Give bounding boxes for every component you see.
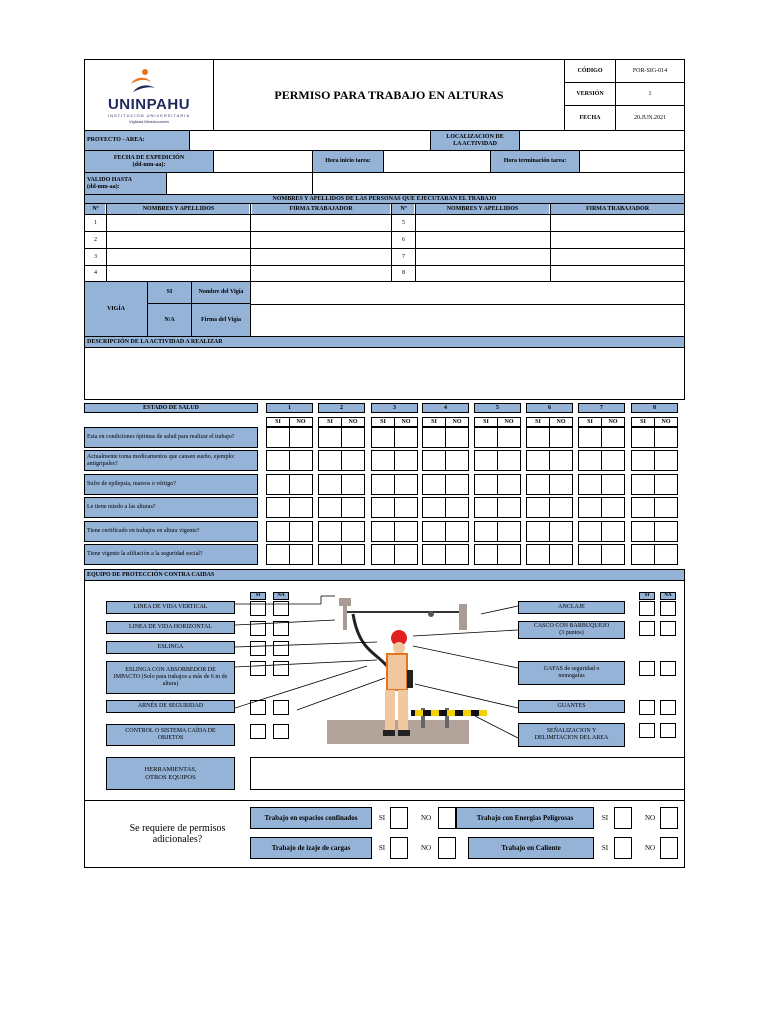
salud-si-checkbox[interactable] xyxy=(631,450,655,471)
salud-no-checkbox[interactable] xyxy=(289,544,313,565)
col-firma-right: FIRMA TRABAJADOR xyxy=(585,205,650,212)
salud-si-checkbox[interactable] xyxy=(526,427,550,448)
permisos-question: Se requiere de permisos adicionales? xyxy=(129,822,226,845)
permiso-no-checkbox[interactable] xyxy=(660,837,678,859)
salud-si-checkbox[interactable] xyxy=(631,427,655,448)
salud-si-checkbox[interactable] xyxy=(474,427,498,448)
fecha-expedicion-format: (dd-mm-aa): xyxy=(132,161,166,168)
salud-no-checkbox[interactable] xyxy=(654,497,678,518)
salud-no-checkbox[interactable] xyxy=(394,474,418,495)
equipo-si-checkbox[interactable] xyxy=(639,700,655,715)
salud-si-checkbox[interactable] xyxy=(631,544,655,565)
salud-si-checkbox[interactable] xyxy=(422,497,446,518)
salud-si-header: SI xyxy=(631,417,655,427)
equipo-item-label: GAFAS de seguridad o monogafas xyxy=(518,661,625,685)
valido-hasta-field[interactable] xyxy=(166,172,313,195)
salud-no-checkbox[interactable] xyxy=(289,474,313,495)
salud-no-checkbox[interactable] xyxy=(497,474,521,495)
salud-no-checkbox[interactable] xyxy=(601,474,625,495)
salud-si-checkbox[interactable] xyxy=(578,427,602,448)
vigia-label: VIGÍA xyxy=(85,282,147,336)
salud-no-checkbox[interactable] xyxy=(654,450,678,471)
codigo-label: CÓDIGO xyxy=(564,59,616,83)
equipo-item-label: GUANTES xyxy=(518,700,625,713)
salud-si-checkbox[interactable] xyxy=(474,497,498,518)
equipo-si-checkbox[interactable] xyxy=(639,601,655,616)
version-label: VERSIÓN xyxy=(564,82,616,106)
salud-si-checkbox[interactable] xyxy=(266,497,290,518)
salud-no-checkbox[interactable] xyxy=(601,544,625,565)
salud-no-checkbox[interactable] xyxy=(654,427,678,448)
salud-si-header: SI xyxy=(474,417,498,427)
salud-si-checkbox[interactable] xyxy=(631,521,655,542)
salud-si-checkbox[interactable] xyxy=(474,521,498,542)
equipo-item-label: LINEA DE VIDA VERTICAL xyxy=(106,601,235,614)
vigia-firma-label: Firma del Vigía xyxy=(191,304,250,336)
fecha-expedicion-field[interactable] xyxy=(213,150,313,173)
valido-hasta-title: VALIDO HASTA xyxy=(87,176,132,183)
personas-section-title: NOMBRES Y APELLIDOS DE LAS PERSONAS QUE EJECUTARAN EL TRABAJO xyxy=(84,194,685,204)
salud-question: Le tiene miedo a las alturas? xyxy=(84,497,258,518)
salud-si-checkbox[interactable] xyxy=(526,450,550,471)
permiso-si-checkbox[interactable] xyxy=(390,837,408,859)
herramientas-label: HERRAMIENTAS, OTROS EQUIPOS xyxy=(106,757,235,790)
permiso-no-checkbox[interactable] xyxy=(438,837,456,859)
salud-no-checkbox[interactable] xyxy=(341,544,365,565)
salud-no-checkbox[interactable] xyxy=(394,497,418,518)
salud-si-checkbox[interactable] xyxy=(631,474,655,495)
hora-inicio-label: Hora inicio tarea: xyxy=(312,150,384,173)
salud-no-checkbox[interactable] xyxy=(289,521,313,542)
salud-worker-number: 1 xyxy=(266,403,313,413)
persona-name-field[interactable] xyxy=(416,215,550,281)
salud-si-checkbox[interactable] xyxy=(266,521,290,542)
equipo-na-header-left: NA xyxy=(273,592,289,600)
salud-no-checkbox[interactable] xyxy=(445,474,469,495)
equipo-si-checkbox[interactable] xyxy=(639,661,655,676)
salud-si-checkbox[interactable] xyxy=(578,497,602,518)
salud-si-header: SI xyxy=(578,417,602,427)
salud-si-checkbox[interactable] xyxy=(474,544,498,565)
salud-no-header: NO xyxy=(497,417,521,427)
salud-no-checkbox[interactable] xyxy=(497,450,521,471)
salud-si-checkbox[interactable] xyxy=(578,450,602,471)
equipo-title: EQUIPO DE PROTECCIÓN CONTRA CAIDAS xyxy=(84,569,685,581)
salud-si-checkbox[interactable] xyxy=(371,544,395,565)
fecha-value: 20.JUN.2021 xyxy=(615,105,685,131)
salud-si-checkbox[interactable] xyxy=(422,427,446,448)
vigia-nombre-label: Nombre del Vigía xyxy=(191,282,250,304)
descripcion-title: DESCRIPCIÓN DE LA ACTIVIDAD A REALIZAR xyxy=(84,336,685,348)
salud-no-header: NO xyxy=(341,417,365,427)
salud-no-checkbox[interactable] xyxy=(341,497,365,518)
persona-row-num: 1 xyxy=(94,219,97,226)
col-nombres-left: NOMBRES Y APELLIDOS xyxy=(142,205,215,212)
codigo-value: FOR-SIG-014 xyxy=(615,59,685,83)
salud-si-checkbox[interactable] xyxy=(422,474,446,495)
equipo-item-label: LINEA DE VIDA HORIZONTAL xyxy=(106,621,235,634)
permiso-si-checkbox[interactable] xyxy=(614,807,632,829)
salud-si-checkbox[interactable] xyxy=(371,427,395,448)
salud-no-checkbox[interactable] xyxy=(497,521,521,542)
valido-hasta-label xyxy=(84,172,167,195)
uninpahu-logo-icon xyxy=(125,68,159,98)
persona-row-num: 8 xyxy=(402,270,405,277)
fecha-expedicion-title: FECHA DE EXPEDICIÓN xyxy=(113,154,185,161)
persona-signature-field[interactable] xyxy=(551,215,684,281)
salud-si-checkbox[interactable] xyxy=(474,450,498,471)
salud-no-checkbox[interactable] xyxy=(289,450,313,471)
equipo-item-label: ESLINGA CON ABSORBEDOR DE IMPACTO (Solo para trabajos a más de 6 m de altura) xyxy=(106,661,235,694)
salud-si-checkbox[interactable] xyxy=(266,450,290,471)
vigia-nombre-field[interactable] xyxy=(251,282,684,304)
permiso-item-label: Trabajo con Energias Peligrosas xyxy=(456,807,594,829)
fecha-label: FECHA xyxy=(564,105,616,131)
page-title: PERMISO PARA TRABAJO EN ALTURAS xyxy=(274,87,504,102)
equipo-item-label: ESLINGA xyxy=(106,641,235,654)
hora-termino-label: Hora terminación tarea: xyxy=(490,150,580,173)
salud-no-header: NO xyxy=(549,417,573,427)
salud-si-checkbox[interactable] xyxy=(318,544,342,565)
permiso-item-label: Trabajo en Caliente xyxy=(468,837,594,859)
salud-no-checkbox[interactable] xyxy=(497,427,521,448)
salud-no-checkbox[interactable] xyxy=(601,450,625,471)
salud-si-checkbox[interactable] xyxy=(422,521,446,542)
equipo-na-checkbox[interactable] xyxy=(660,700,676,715)
salud-no-checkbox[interactable] xyxy=(654,544,678,565)
logo-tagline: Vigilada Mineducación xyxy=(129,119,169,124)
permiso-si-label: SI xyxy=(378,843,386,852)
salud-si-checkbox[interactable] xyxy=(631,497,655,518)
salud-worker-number: 4 xyxy=(422,403,469,413)
salud-si-checkbox[interactable] xyxy=(318,450,342,471)
salud-no-checkbox[interactable] xyxy=(549,544,573,565)
salud-si-header: SI xyxy=(371,417,395,427)
salud-si-checkbox[interactable] xyxy=(318,427,342,448)
valido-hasta-format: (dd-mm-aa): xyxy=(87,183,120,190)
col-num-right: Nº xyxy=(400,205,407,212)
equipo-item-label: ANCLAJE xyxy=(518,601,625,614)
salud-worker-number: 2 xyxy=(318,403,365,413)
hora-termino-field[interactable] xyxy=(579,150,685,173)
permiso-no-checkbox[interactable] xyxy=(438,807,456,829)
salud-no-checkbox[interactable] xyxy=(497,544,521,565)
salud-worker-number: 5 xyxy=(474,403,521,413)
salud-no-checkbox[interactable] xyxy=(394,521,418,542)
salud-no-header: NO xyxy=(445,417,469,427)
version-value: 1 xyxy=(615,82,685,106)
salud-si-checkbox[interactable] xyxy=(266,544,290,565)
salud-no-checkbox[interactable] xyxy=(445,544,469,565)
col-nombres-right: NOMBRES Y APELLIDOS xyxy=(446,205,519,212)
permiso-si-label: SI xyxy=(601,813,609,822)
salud-no-checkbox[interactable] xyxy=(549,497,573,518)
salud-no-checkbox[interactable] xyxy=(549,427,573,448)
salud-no-checkbox[interactable] xyxy=(341,474,365,495)
salud-si-checkbox[interactable] xyxy=(578,521,602,542)
salud-si-checkbox[interactable] xyxy=(578,544,602,565)
persona-name-field[interactable] xyxy=(107,215,250,281)
salud-no-header: NO xyxy=(601,417,625,427)
salud-no-checkbox[interactable] xyxy=(654,521,678,542)
equipo-na-checkbox[interactable] xyxy=(660,601,676,616)
salud-worker-number: 7 xyxy=(578,403,625,413)
permiso-si-checkbox[interactable] xyxy=(614,837,632,859)
salud-si-checkbox[interactable] xyxy=(318,521,342,542)
salud-si-checkbox[interactable] xyxy=(371,521,395,542)
salud-si-checkbox[interactable] xyxy=(266,427,290,448)
persona-row-num: 4 xyxy=(94,270,97,277)
salud-si-checkbox[interactable] xyxy=(578,474,602,495)
salud-si-checkbox[interactable] xyxy=(318,474,342,495)
descripcion-field[interactable] xyxy=(84,347,685,400)
salud-worker-number: 6 xyxy=(526,403,573,413)
equipo-item-label: SEÑALIZACION Y DELIMITACION DEL AREA xyxy=(518,723,625,747)
salud-si-checkbox[interactable] xyxy=(526,544,550,565)
salud-no-checkbox[interactable] xyxy=(289,427,313,448)
salud-no-checkbox[interactable] xyxy=(394,544,418,565)
salud-no-header: NO xyxy=(394,417,418,427)
salud-si-checkbox[interactable] xyxy=(266,474,290,495)
valido-hasta-blank xyxy=(312,172,685,195)
salud-worker-number: 8 xyxy=(631,403,678,413)
vigia-na: N/A xyxy=(147,304,191,336)
salud-no-checkbox[interactable] xyxy=(549,450,573,471)
equipo-na-checkbox[interactable] xyxy=(660,661,676,676)
salud-si-checkbox[interactable] xyxy=(422,544,446,565)
personas-table xyxy=(84,203,685,282)
salud-si-checkbox[interactable] xyxy=(526,497,550,518)
salud-no-checkbox[interactable] xyxy=(601,497,625,518)
salud-si-header: SI xyxy=(422,417,446,427)
localizacion-label: LOCALIZACION DE LA ACTIVIDAD xyxy=(430,130,520,151)
col-num-left: Nº xyxy=(92,205,99,212)
equipo-item-label: CONTROL O SISTEMA CAÍDA DE OBJETOS xyxy=(106,724,235,746)
permiso-no-label: NO xyxy=(420,843,432,852)
salud-no-checkbox[interactable] xyxy=(341,521,365,542)
equipo-item-label: CASCO CON BARBUQUEJO (3 puntos) xyxy=(518,621,625,639)
header-title-cell xyxy=(213,59,565,131)
equipo-item-label: ARNÉS DE SEGURIDAD xyxy=(106,700,235,713)
header-logo-cell xyxy=(84,59,214,131)
proyecto-label: PROYECTO - AREA: xyxy=(84,130,190,151)
salud-no-checkbox[interactable] xyxy=(601,521,625,542)
salud-no-checkbox[interactable] xyxy=(497,497,521,518)
salud-no-checkbox[interactable] xyxy=(394,450,418,471)
salud-si-header: SI xyxy=(318,417,342,427)
permiso-item-label: Trabajo en espacios confinados xyxy=(250,807,372,829)
salud-question: Tiene vigente la afiliación a la seguridad social? xyxy=(84,544,258,565)
permiso-si-checkbox[interactable] xyxy=(390,807,408,829)
equipo-na-header-right: NA xyxy=(660,592,676,600)
persona-row-num: 6 xyxy=(402,236,405,243)
permiso-si-label: SI xyxy=(601,843,609,852)
salud-si-checkbox[interactable] xyxy=(371,497,395,518)
vigia-firma-field[interactable] xyxy=(251,305,684,336)
permiso-si-label: SI xyxy=(378,813,386,822)
salud-title: ESTADO DE SALUD xyxy=(84,403,258,413)
salud-si-checkbox[interactable] xyxy=(371,450,395,471)
logo-subtitle: INSTITUCIÓN UNIVERSITARIA xyxy=(107,113,191,118)
salud-no-checkbox[interactable] xyxy=(601,427,625,448)
permiso-no-label: NO xyxy=(644,843,656,852)
col-firma-left: FIRMA TRABAJADOR xyxy=(289,205,353,212)
persona-row-num: 2 xyxy=(94,236,97,243)
equipo-si-header-right: SI xyxy=(639,592,655,600)
salud-si-checkbox[interactable] xyxy=(371,474,395,495)
herramientas-field[interactable] xyxy=(250,757,685,790)
salud-no-checkbox[interactable] xyxy=(549,474,573,495)
persona-row-num: 7 xyxy=(402,253,405,260)
salud-si-checkbox[interactable] xyxy=(474,474,498,495)
salud-no-checkbox[interactable] xyxy=(445,450,469,471)
salud-question: Tiene certificado en trabajos en altura vigente? xyxy=(84,521,258,542)
equipo-na-checkbox[interactable] xyxy=(660,621,676,636)
salud-question: Actualmente toma medicamentos que causen sueño, ejemplo: antigripales? xyxy=(84,450,258,471)
salud-si-checkbox[interactable] xyxy=(422,450,446,471)
logo-name: UNINPAHU xyxy=(107,96,191,113)
persona-row-num: 5 xyxy=(402,219,405,226)
salud-no-header: NO xyxy=(654,417,678,427)
equipo-na-checkbox[interactable] xyxy=(660,723,676,738)
persona-row-num: 3 xyxy=(94,253,97,260)
salud-no-checkbox[interactable] xyxy=(445,521,469,542)
permiso-no-label: NO xyxy=(420,813,432,822)
proyecto-field[interactable] xyxy=(189,130,431,151)
equipo-si-checkbox[interactable] xyxy=(639,621,655,636)
salud-question: Sufre de epilepsia, mareos o vértigo? xyxy=(84,474,258,495)
fecha-expedicion-label xyxy=(84,150,214,173)
equipo-si-header-left: SI xyxy=(250,592,266,600)
localizacion-field[interactable] xyxy=(519,130,685,151)
salud-no-checkbox[interactable] xyxy=(341,450,365,471)
salud-no-checkbox[interactable] xyxy=(394,427,418,448)
salud-no-checkbox[interactable] xyxy=(445,427,469,448)
fall-protection-illustration xyxy=(235,590,520,750)
permiso-item-label: Trabajo de izaje de cargas xyxy=(250,837,372,859)
salud-no-checkbox[interactable] xyxy=(341,427,365,448)
salud-si-header: SI xyxy=(266,417,290,427)
salud-no-checkbox[interactable] xyxy=(445,497,469,518)
permiso-no-checkbox[interactable] xyxy=(660,807,678,829)
salud-si-checkbox[interactable] xyxy=(526,521,550,542)
salud-no-checkbox[interactable] xyxy=(549,521,573,542)
salud-question: Esta en condiciones óptimas de salud para realizar el trabajo? xyxy=(84,427,258,448)
salud-no-checkbox[interactable] xyxy=(654,474,678,495)
salud-worker-number: 3 xyxy=(371,403,418,413)
permiso-no-label: NO xyxy=(644,813,656,822)
vigia-si: SI xyxy=(147,282,191,304)
equipo-si-checkbox[interactable] xyxy=(639,723,655,738)
persona-signature-field[interactable] xyxy=(251,215,391,281)
hora-inicio-field[interactable] xyxy=(383,150,491,173)
salud-no-checkbox[interactable] xyxy=(289,497,313,518)
vigia-block xyxy=(84,281,685,337)
salud-si-header: SI xyxy=(526,417,550,427)
salud-si-checkbox[interactable] xyxy=(318,497,342,518)
salud-si-checkbox[interactable] xyxy=(526,474,550,495)
salud-no-header: NO xyxy=(289,417,313,427)
